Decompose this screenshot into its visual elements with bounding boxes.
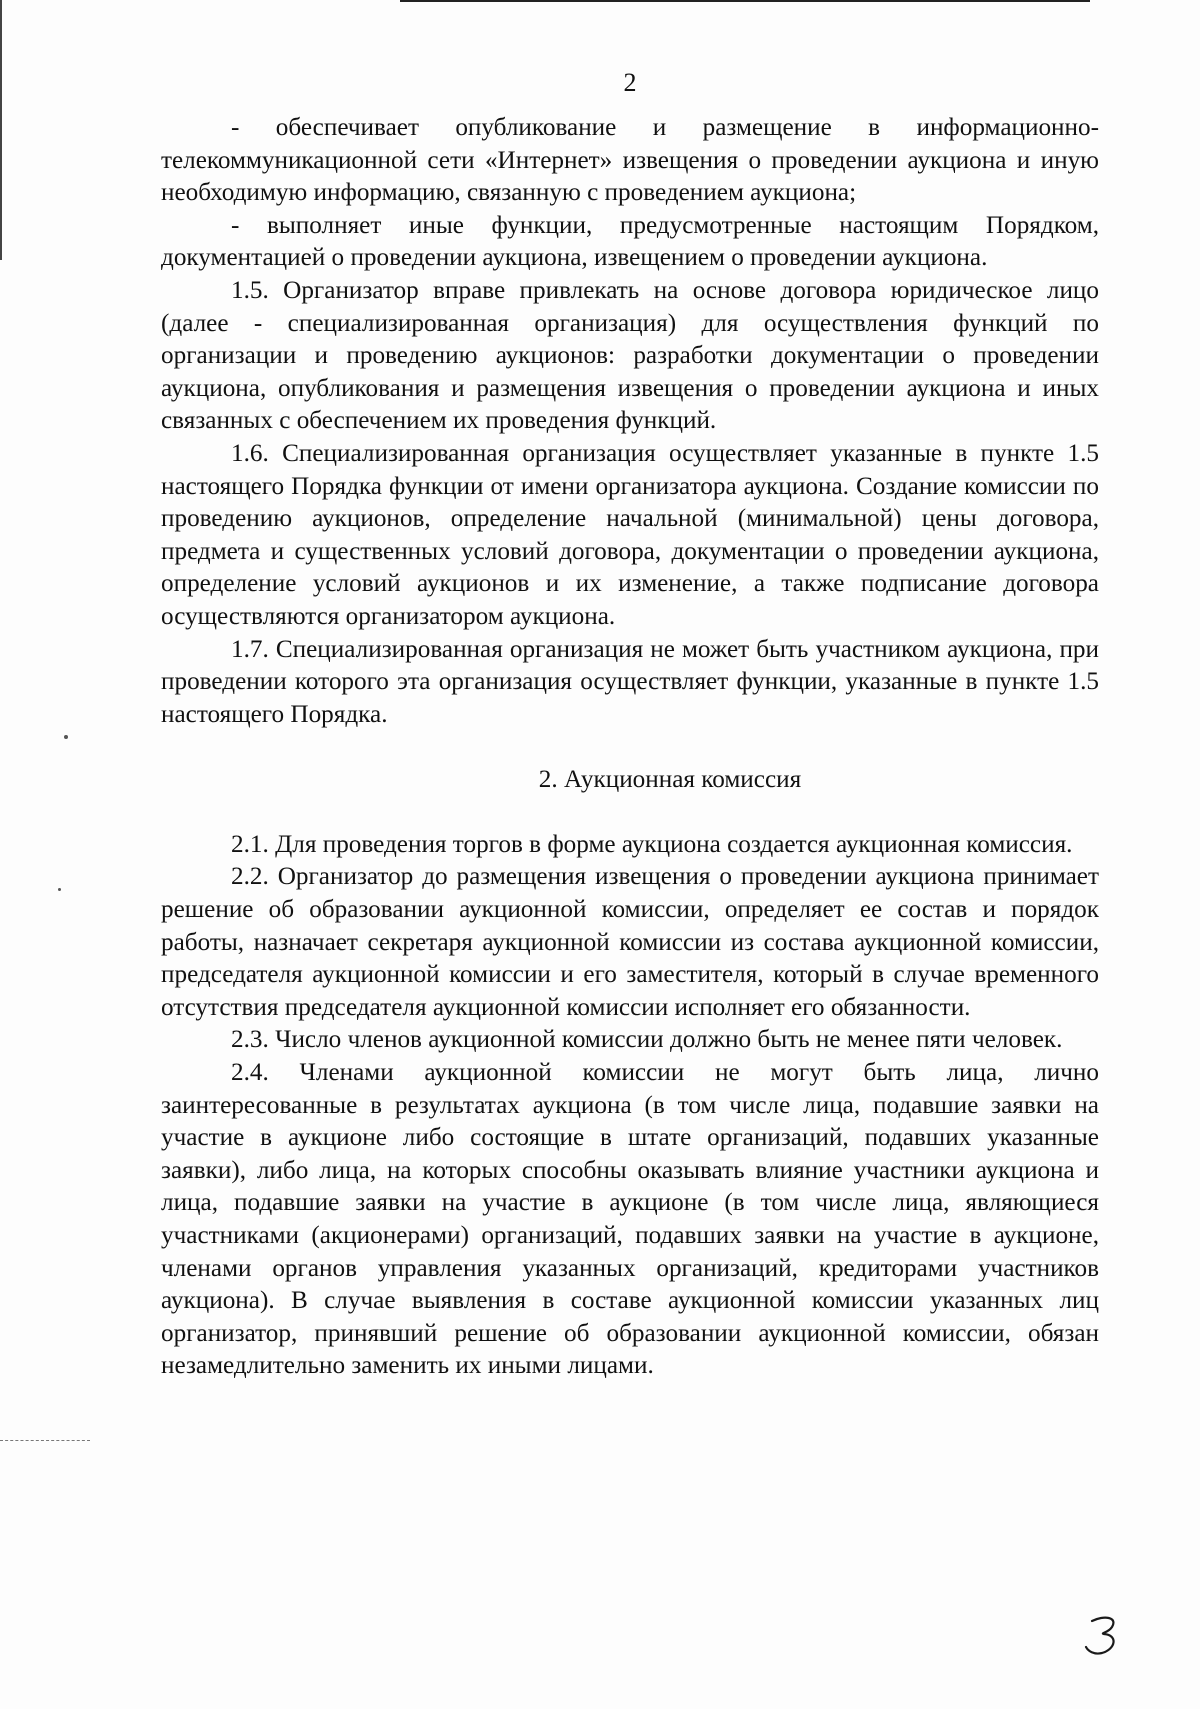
paragraph-other-functions: - выполняет иные функции, предусмотренные настоящим Порядком, документацией о проведении аукциона, извещением о проведении аукциона. [161, 211, 1099, 272]
scan-speck [58, 888, 61, 891]
paragraph-2-3: 2.3. Число членов аукционной комиссии должно быть не менее пяти человек. [231, 1026, 1063, 1054]
scan-top-edge [400, 0, 1090, 2]
scan-left-edge [0, 0, 2, 260]
paragraph-1-6: 1.6. Специализированная организация осуществляет указанные в пункте 1.5 настоящего Порядка функции от имени организатора аукциона. Создание комиссии по проведению аукционов, определение начальной (минимальной) цены договора, предмета и существенных условий договора, документации о проведении аукциона, определение условий аукционов и их изменение, а также подписание договора осуществляются организатором аукциона. [161, 439, 1099, 630]
paragraph-2-2: 2.2. Организатор до размещения извещения о проведении аукциона принимает решение об образовании аукционной комиссии, определяет ее состав и порядок работы, назначает секретаря аукционной комиссии из состава аукционной комиссии, председателя аукционной комиссии и его заместителя, который в случае временного отсутствия председателя аукционной комиссии исполняет его обязанности. [161, 863, 1099, 1021]
paragraph-publication-duty: - обеспечивает опубликование и размещение в информационно-телекоммуникационной сети «Интернет» извещения о проведении аукциона и иную необходимую информацию, связанную с проведением аукциона; [161, 114, 1099, 207]
section-heading: 2. Аукционная комиссия [538, 766, 802, 794]
handwritten-sheet-number [1080, 1613, 1128, 1657]
paragraph-1-5: 1.5. Организатор вправе привлекать на основе договора юридическое лицо (далее - специализированная организация) для осуществления функций по организации и проведению аукционов: разработки документации о проведении аукциона, опубликования и размещения извещения о проведении аукциона и иных связанных с обеспечением их проведения функций. [161, 276, 1099, 435]
scan-dash-mark [0, 1440, 90, 1441]
paragraph-1-7: 1.7. Специализированная организация не может быть участником аукциона, при проведении которого эта организация осуществляет функции, указанные в пункте 1.5 настоящего Порядка. [161, 635, 1099, 728]
document-body [161, 112, 1099, 1383]
scan-speck [64, 735, 68, 739]
page-number: 2 [623, 68, 637, 97]
paragraph-2-4: 2.4. Членами аукционной комиссии не могут быть лица, лично заинтересованные в результатах аукциона (в том числе лица, подавшие заявки на участие в аукционе либо состоящие в штате организаций, подавших указанные заявки), либо лица, на которых способны оказывать влияние участники аукциона и лица, подавшие заявки на участие в аукционе (в том числе лица, являющиеся участниками (акционерами) организаций, подавших заявки на участие в аукционе, членами органов управления указанных организаций, кредиторами участников аукциона). В случае выявления в составе аукционной комиссии указанных лиц организатор, принявший решение об образовании аукционной комиссии, обязан незамедлительно заменить их иными лицами. [161, 1059, 1099, 1380]
paragraph-2-1: 2.1. Для проведения торгов в форме аукциона создается аукционная комиссия. [231, 830, 1073, 858]
